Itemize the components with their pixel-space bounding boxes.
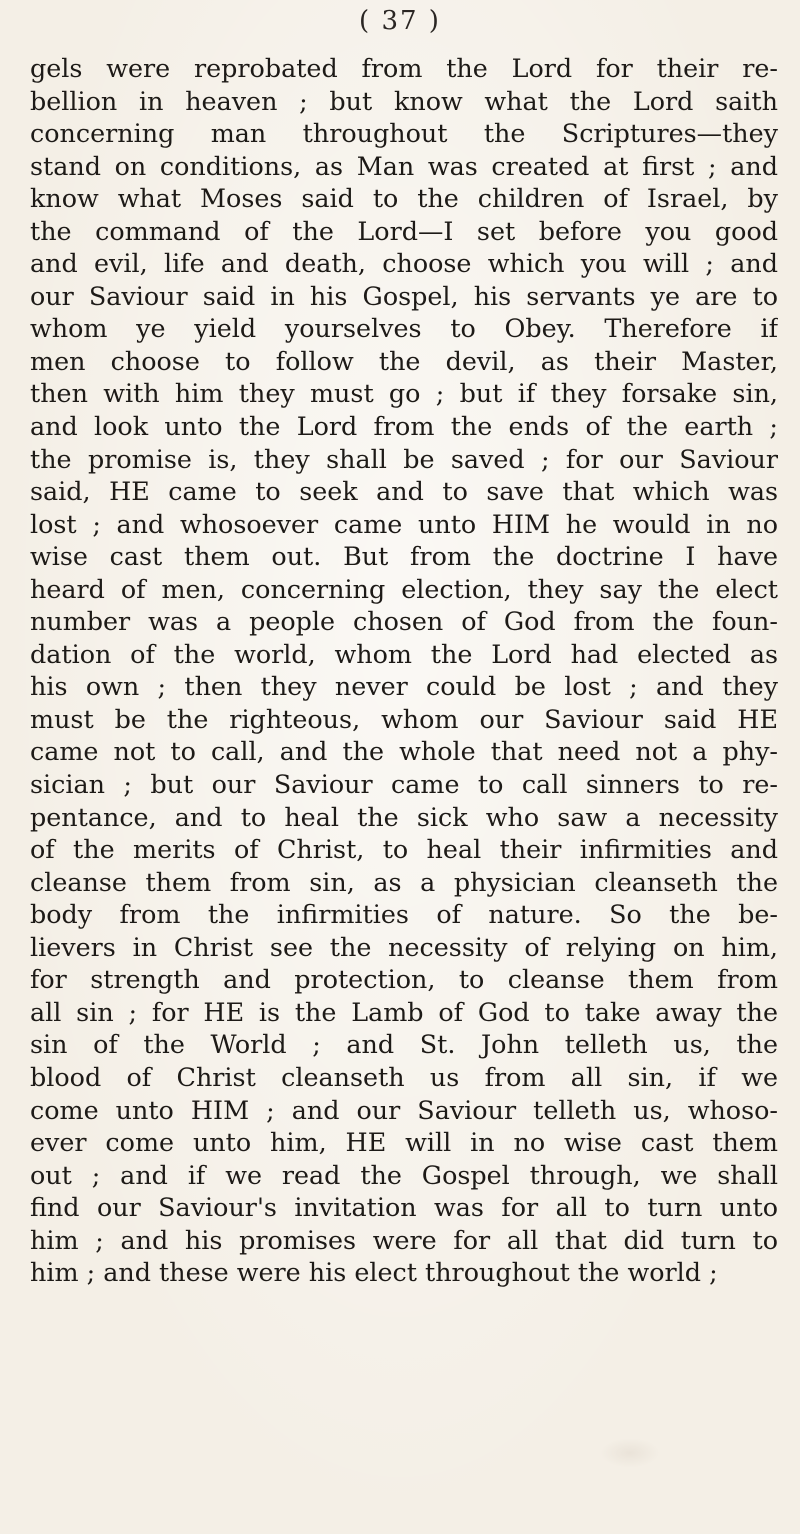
text-line: cleanse them from sin, as a physician cleanseth the xyxy=(30,866,778,897)
text-line: said, HE came to seek and to save that which was xyxy=(30,476,778,507)
text-line: number was a people chosen of God from the foun- xyxy=(30,606,778,637)
paper-stain xyxy=(600,1438,660,1468)
text-line: and evil, life and death, choose which you will ; and xyxy=(30,248,778,279)
text-line: sician ; but our Saviour came to call sinners to re- xyxy=(30,769,778,800)
text-line: of the merits of Christ, to heal their infirmities and xyxy=(30,834,778,865)
text-line: bellion in heaven ; but know what the Lord saith xyxy=(30,85,778,116)
text-line: gels were reprobated from the Lord for their re- xyxy=(30,53,778,83)
text-line: whom ye yield yourselves to Obey. Therefore if xyxy=(30,313,778,344)
text-line: the command of the Lord—I set before you good xyxy=(30,215,778,246)
text-line: concerning man throughout the Scriptures—they xyxy=(30,118,778,149)
text-line: dation of the world, whom the Lord had elected as xyxy=(30,638,778,669)
text-line: the promise is, they shall be saved ; for our Saviour xyxy=(30,443,778,474)
text-line: come unto HIM ; and our Saviour telleth us, whoso- xyxy=(30,1094,778,1125)
text-line: and look unto the Lord from the ends of the earth ; xyxy=(30,411,778,442)
text-line: body from the infirmities of nature. So the be- xyxy=(30,899,778,930)
text-line: must be the righteous, whom our Saviour said HE xyxy=(30,703,778,734)
text-line: heard of men, concerning election, they say the elect xyxy=(30,573,778,604)
text-line: him ; and these were his elect throughout the world ; xyxy=(30,1257,718,1288)
text-line: came not to call, and the whole that need not a phy- xyxy=(30,736,778,767)
body-text xyxy=(30,52,778,1289)
text-line: him ; and his promises were for all that did turn to xyxy=(30,1224,778,1255)
text-line: find our Saviour's invitation was for all to turn unto xyxy=(30,1192,778,1223)
text-line: men choose to follow the devil, as their Master, xyxy=(30,345,778,376)
text-line: blood of Christ cleanseth us from all sin, if we xyxy=(30,1061,778,1092)
text-line: lievers in Christ see the necessity of relying on him, xyxy=(30,931,778,962)
text-line: pentance, and to heal the sick who saw a necessity xyxy=(30,801,778,832)
text-line: all sin ; for HE is the Lamb of God to take away the xyxy=(30,996,778,1027)
text-line: for strength and protection, to cleanse them from xyxy=(30,964,778,995)
text-line: then with him they must go ; but if they forsake sin, xyxy=(30,378,778,409)
text-line: sin of the World ; and St. John telleth us, the xyxy=(30,1029,778,1060)
text-line: know what Moses said to the children of Israel, by xyxy=(30,183,778,214)
text-line: our Saviour said in his Gospel, his servants ye are to xyxy=(30,280,778,311)
text-line: lost ; and whosoever came unto HIM he would in no xyxy=(30,508,778,539)
text-line: wise cast them out. But from the doctrine I have xyxy=(30,541,778,572)
text-line: his own ; then they never could be lost ; and they xyxy=(30,671,778,702)
text-line: ever come unto him, HE will in no wise cast them xyxy=(30,1127,778,1158)
text-line: stand on conditions, as Man was created at first ; and xyxy=(30,150,778,181)
page-number: ( 37 ) xyxy=(359,6,441,36)
text-line: out ; and if we read the Gospel through, we shall xyxy=(30,1159,778,1190)
